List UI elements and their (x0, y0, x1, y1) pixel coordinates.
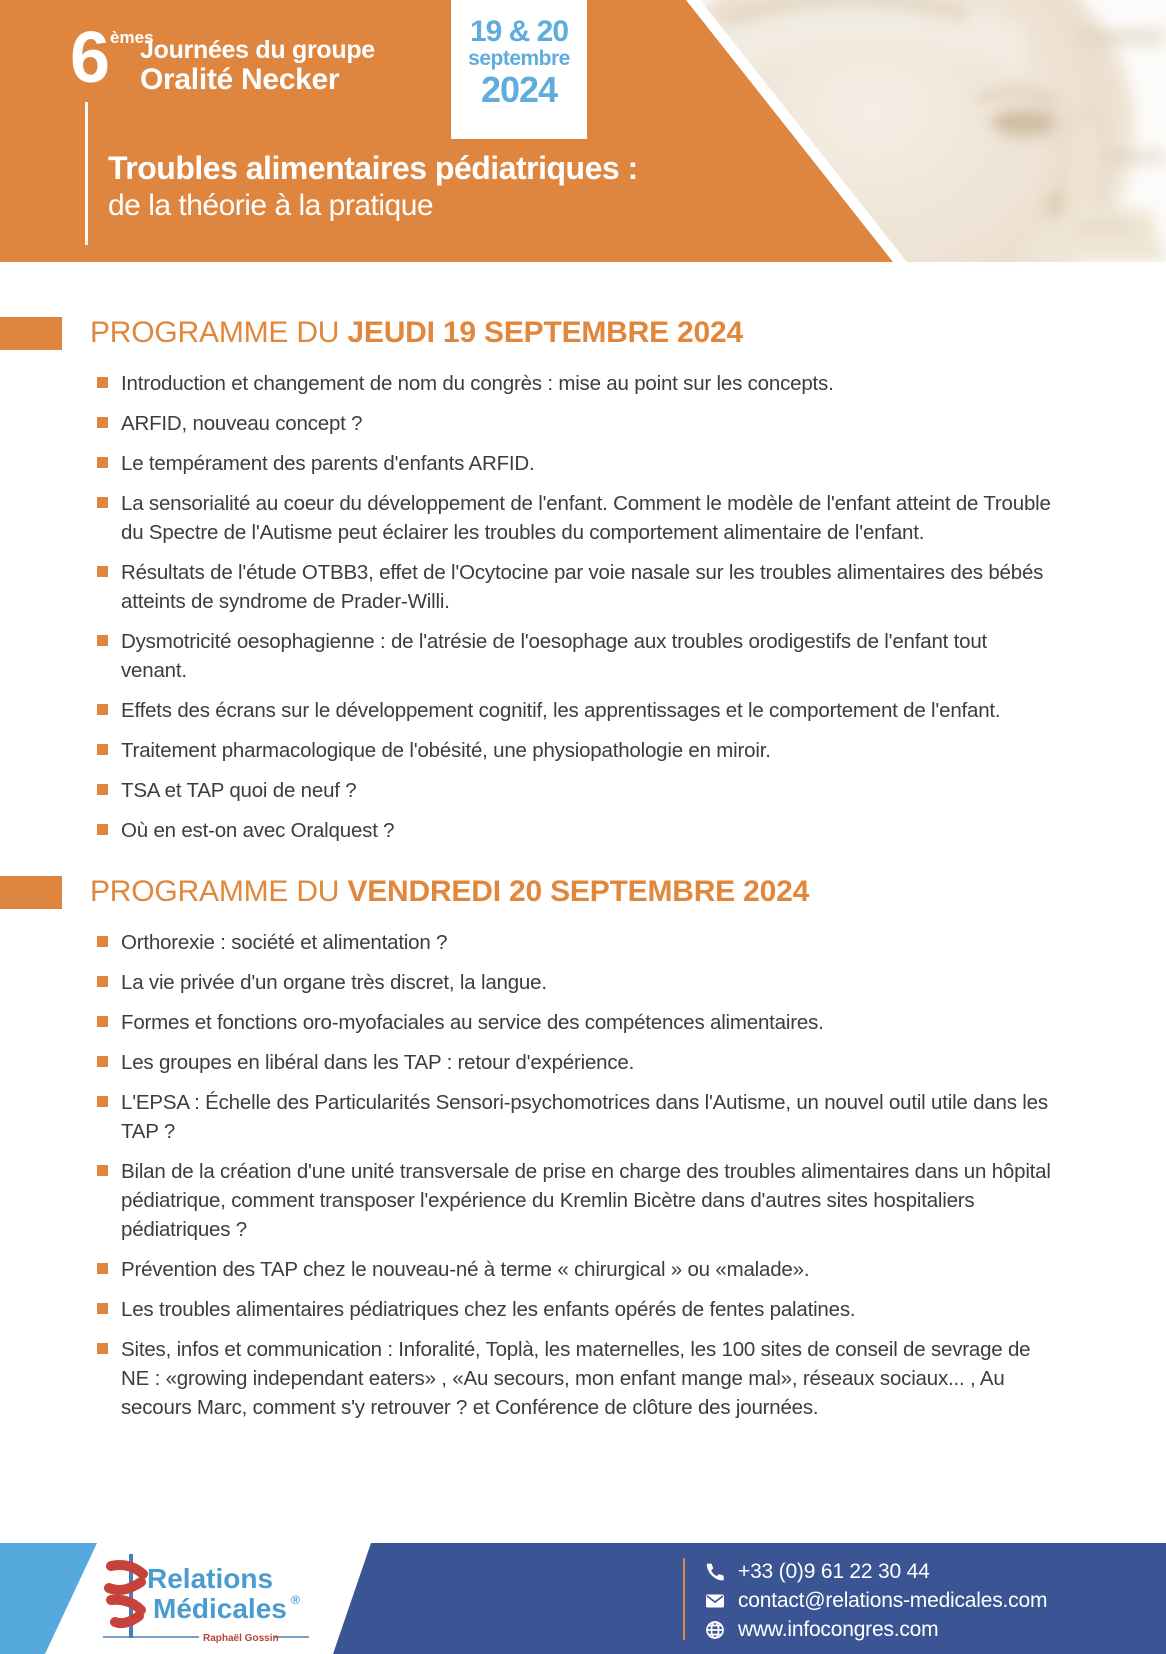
program-item-text: Sites, infos et communication : Inforalité, Toplà, les maternelles, les 100 sites de conseil de sevrage de NE : «growing independant eaters» , «Au secours, mon enfant mange mal», réseaux sociaux... , Au secours Marc, comment s'y retrouver ? et Conférence de clôture des journées. (121, 1338, 1031, 1419)
bullet-square-icon (97, 1165, 108, 1176)
globe-icon (704, 1619, 726, 1641)
bullet-square-icon (97, 1056, 108, 1067)
phone-icon (704, 1561, 726, 1583)
program-item-text: Les groupes en libéral dans les TAP : retour d'expérience. (121, 1051, 635, 1074)
bullet-square-icon (97, 824, 108, 835)
program-item (97, 1157, 1055, 1244)
contact-phone-text: +33 (0)9 61 22 30 44 (738, 1560, 930, 1583)
bullet-square-icon (97, 1016, 108, 1027)
bullet-square-icon (97, 1303, 108, 1314)
program-item (97, 968, 1055, 997)
bullet-square-icon (97, 377, 108, 388)
bullet-square-icon (97, 566, 108, 577)
svg-text:Raphaël Gossin: Raphaël Gossin (203, 1633, 279, 1644)
event-title (108, 148, 638, 224)
contact-website-text: www.infocongres.com (738, 1618, 939, 1641)
program-item (97, 736, 1055, 765)
program-item-text: Traitement pharmacologique de l'obésité, une physiopathologie en miroir. (121, 739, 771, 762)
program-item-text: ARFID, nouveau concept ? (121, 412, 363, 435)
section-title: PROGRAMME DU JEUDI 19 SEPTEMBRE 2024 (90, 316, 743, 349)
program-item-text: Prévention des TAP chez le nouveau-né à terme « chirurgical » ou «malade». (121, 1258, 810, 1281)
header-vertical-rule (85, 102, 88, 245)
bullet-square-icon (97, 635, 108, 646)
program-item-text: La sensorialité au coeur du développement de l'enfant. Comment le modèle de l'enfant atteint de Trouble du Spectre de l'Autisme peut éclairer les troubles du comportement alimentaire de l'enfant. (121, 492, 1051, 544)
program-item (97, 1088, 1055, 1146)
program-item-text: Orthorexie : société et alimentation ? (121, 931, 448, 954)
group-name-line1: Journées du groupe (140, 36, 375, 64)
contact-email (704, 1589, 1047, 1613)
program-item-text: Bilan de la création d'une unité transversale de prise en charge des troubles alimentaires dans un hôpital pédiatrique, comment transposer l'expérience du Kremlin Bicètre dans d'autres sites hospitaliers pédiatriques ? (121, 1160, 1051, 1241)
event-title-line1: Troubles alimentaires pédiatriques : (108, 150, 638, 186)
group-name-line2: Oralité Necker (140, 63, 340, 96)
contact-block (704, 1560, 1047, 1642)
heading-tab-rectangle (0, 317, 62, 350)
program-item (97, 928, 1055, 957)
svg-text:Médicales: Médicales (153, 1593, 287, 1624)
program-item-text: Dysmotricité oesophagienne : de l'atrésie de l'oesophage aux troubles orodigestifs de l'enfant tout venant. (121, 630, 988, 682)
contact-website (704, 1618, 1047, 1642)
program-item-text: Effets des écrans sur le développement cognitif, les apprentissages et le comportement de l'enfant. (121, 699, 1001, 722)
program-item (97, 776, 1055, 805)
program-item (97, 1335, 1055, 1422)
bullet-square-icon (97, 744, 108, 755)
contact-divider-line (683, 1558, 685, 1640)
bullet-square-icon (97, 976, 108, 987)
edition-number: 6 $^{èmes}$ (70, 18, 154, 98)
contact-phone (704, 1560, 1047, 1584)
program-item-text: Les troubles alimentaires pédiatriques chez les enfants opérés de fentes palatines. (121, 1298, 856, 1321)
bullet-square-icon (97, 417, 108, 428)
group-name (140, 36, 375, 96)
program-item-text: Le tempérament des parents d'enfants ARFID. (121, 452, 535, 475)
bullet-square-icon (97, 1343, 108, 1354)
contact-email-text: contact@relations-medicales.com (738, 1589, 1048, 1612)
program-item (97, 489, 1055, 547)
bullet-square-icon (97, 497, 108, 508)
program-item-text: TSA et TAP quoi de neuf ? (121, 779, 357, 802)
bullet-square-icon (97, 1263, 108, 1274)
edition-suffix: èmes (110, 28, 154, 47)
heading-tab-rectangle (0, 876, 62, 909)
relations-medicales-logo (95, 1552, 315, 1648)
program-item (97, 1048, 1055, 1077)
section-heading (0, 875, 1166, 909)
header-banner (0, 0, 1166, 262)
event-date-box (451, 0, 587, 139)
bullet-square-icon (97, 457, 108, 468)
email-icon (704, 1590, 726, 1612)
bullet-square-icon (97, 936, 108, 947)
program-item (97, 696, 1055, 725)
section-programme-jeudi (0, 316, 1166, 856)
program-item-text: Introduction et changement de nom du congrès : mise au point sur les concepts. (121, 372, 834, 395)
footer (0, 1543, 1166, 1654)
program-item (97, 558, 1055, 616)
program-item-text: Formes et fonctions oro-myofaciales au service des compétences alimentaires. (121, 1011, 824, 1034)
svg-text:®: ® (291, 1593, 300, 1607)
program-list-jeudi (97, 369, 1055, 845)
program-item-text: Résultats de l'étude OTBB3, effet de l'Ocytocine par voie nasale sur les troubles alimentaires des bébés atteints de syndrome de Prader-Willi. (121, 561, 1044, 613)
section-title: PROGRAMME DU VENDREDI 20 SEPTEMBRE 2024 (90, 875, 810, 908)
program-item (97, 816, 1055, 845)
program-item (97, 627, 1055, 685)
event-days: 19 & 20 (469, 15, 569, 48)
program-item (97, 1008, 1055, 1037)
program-item-text: Où en est-on avec Oralquest ? (121, 819, 395, 842)
bullet-square-icon (97, 784, 108, 795)
bullet-square-icon (97, 1096, 108, 1107)
event-year: 2024 (480, 69, 558, 110)
svg-text:Relations: Relations (147, 1563, 274, 1594)
program-item (97, 369, 1055, 398)
program-item-text: La vie privée d'un organe très discret, la langue. (121, 971, 547, 994)
program-item-text: L'EPSA : Échelle des Particularités Sensori-psychomotrices dans l'Autisme, un nouvel outil utile dans les TAP ? (121, 1091, 1048, 1143)
event-month: septembre (468, 47, 570, 70)
section-programme-vendredi (0, 875, 1166, 1433)
program-item (97, 1255, 1055, 1284)
program-item (97, 1295, 1055, 1324)
section-heading (0, 316, 1166, 350)
event-title-line2: de la théorie à la pratique (108, 189, 434, 222)
program-item (97, 409, 1055, 438)
program-list-vendredi (97, 928, 1055, 1422)
bullet-square-icon (97, 704, 108, 715)
program-item (97, 449, 1055, 478)
caduceus-ribbon-icon (109, 1565, 143, 1623)
